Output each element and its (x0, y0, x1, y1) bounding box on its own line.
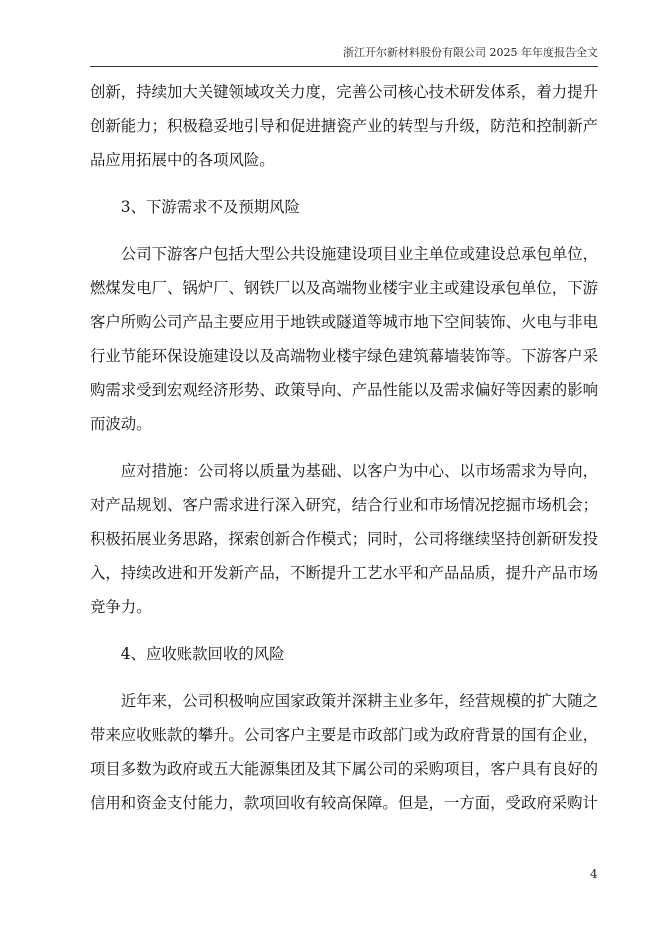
header-title: 浙江开尔新材料股份有限公司 2025 年年度报告全文 (343, 46, 598, 59)
paragraph-continuation: 创新，持续加大关键领域攻关力度，完善公司核心技术研发体系，着力提升创新能力；积极稳妥地引导和促进搪瓷产业的转型与升级，防范和控制新产品应用拓展中的各项风险。 (90, 83, 598, 169)
document-body (90, 75, 598, 820)
section-heading-3: 3、下游需求不及预期风险 (120, 198, 300, 216)
paragraph-downstream-risk: 公司下游客户包括大型公共设施建设项目业主单位或建设总承包单位，燃煤发电厂、锅炉厂、钢铁厂以及高端物业楼宇业主或建设承包单位，下游客户所购公司产品主要应用于地铁或隧道等城市地下空间装饰、火电与非电行业节能环保设施建设以及高端物业楼宇绿色建筑幕墙装饰等。下游客户采购需求受到宏观经济形势、政策导向、产品性能以及需求偏好等因素的影响而波动。 (90, 245, 598, 433)
paragraph-countermeasures: 应对措施：公司将以质量为基础、以客户为中心、以市场需求为导向，对产品规划、客户需求进行深入研究，结合行业和市场情况挖掘市场机会；积极拓展业务思路，探索创新合作模式；同时，公司将继续坚持创新研发投入，持续改进和开发新产品，不断提升工艺水平和产品品质，提升产品市场竞争力。 (90, 462, 598, 616)
paragraph-receivables-risk: 近年来，公司积极响应国家政策并深耕主业多年，经营规模的扩大随之带来应收账款的攀升。公司客户主要是市政部门或为政府背景的国有企业，项目多数为政府或五大能源集团及其下属公司的采购项目，客户具有良好的信用和资金支付能力，款项回收有较高保障。但是，一方面，受政府采购计 (90, 692, 598, 812)
page-header (90, 46, 598, 67)
page-number: 4 (590, 867, 598, 881)
section-heading-4: 4、应收账款回收的风险 (120, 645, 285, 663)
